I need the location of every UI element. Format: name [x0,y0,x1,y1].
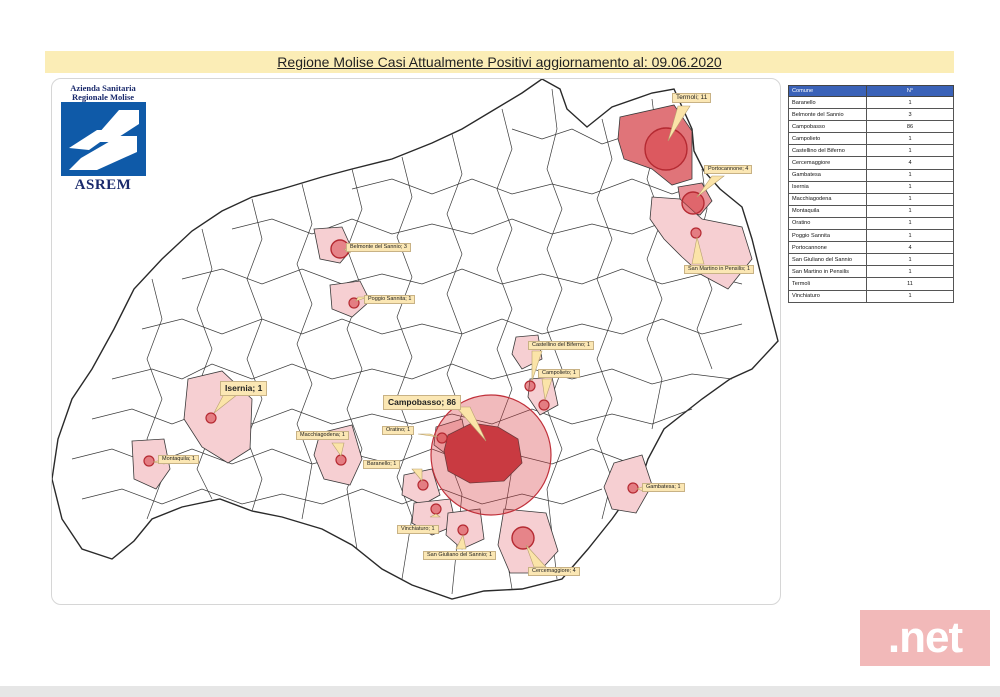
map-label-macchiagodena: Macchiagodena; 1 [296,431,349,440]
cell-comune: Baranello [789,97,867,109]
cell-comune: Castellino del Biferno [789,145,867,157]
cell-comune: Oratino [789,217,867,229]
cell-comune: Gambatesa [789,169,867,181]
logo-line-1: Azienda Sanitaria [70,83,136,93]
table-row [789,109,954,121]
map-label-campolieto: Campolieto; 1 [538,369,580,378]
map-label-portocannone: Portocannone; 4 [704,165,752,174]
cell-count: 1 [867,145,954,157]
map-label-campobasso: Campobasso; 86 [383,395,461,410]
map-label-isernia: Isernia; 1 [220,381,267,396]
bubble-gambatesa [628,483,638,493]
asrem-logo [57,82,149,194]
map-label-san-martino: San Martino in Pensilis; 1 [684,265,754,274]
table-row [789,290,954,302]
cell-comune: Poggio Sannita [789,230,867,242]
table-row [789,217,954,229]
map-frame [51,78,781,605]
bubble-portocannone [682,192,704,214]
table-row [789,242,954,254]
bubble-cercemaggiore [512,527,534,549]
cell-comune: Montaquila [789,205,867,217]
map-label-montaquila: Montaquila; 1 [158,455,199,464]
bubble-termoli [645,128,687,170]
bottom-bar [0,686,1000,697]
cell-count: 1 [867,97,954,109]
column-header-n: N° [867,86,954,97]
table-row [789,254,954,266]
map-label-san-giuliano: San Giuliano del Sannio; 1 [423,551,496,560]
table-row [789,193,954,205]
table-row [789,169,954,181]
map-label-poggio: Poggio Sannita; 1 [364,295,415,304]
table-header-row [789,86,954,97]
map-label-baranello: Baranello; 1 [363,460,400,469]
bubble-montaquila [144,456,154,466]
cell-count: 86 [867,121,954,133]
map-label-termoli: Termoli; 11 [672,93,711,103]
table-row [789,230,954,242]
cell-comune: Portocannone [789,242,867,254]
cell-count: 1 [867,193,954,205]
map-label-gambatesa: Gambatesa; 1 [642,483,685,492]
cell-comune: Termoli [789,278,867,290]
logo-s-icon [61,102,146,176]
cell-comune: Macchiagodena [789,193,867,205]
column-header-comune: Comune [789,86,867,97]
cell-comune: Campolieto [789,133,867,145]
bubble-campolieto [539,400,549,410]
logo-word: ASREM [74,177,132,193]
bubble-isernia [206,413,216,423]
bubble-san-martino [691,228,701,238]
title-bar [45,51,954,73]
cell-count: 1 [867,181,954,193]
map-label-oratino: Oratino; 1 [382,426,414,435]
table-row [789,205,954,217]
cell-count: 4 [867,242,954,254]
table-row [789,97,954,109]
watermark-logo [860,610,990,666]
map-label-belmonte: Belmonte del Sannio; 3 [346,243,411,252]
logo-line-2: Regionale Molise [71,92,135,102]
table-row [789,157,954,169]
cell-comune: San Giuliano del Sannio [789,254,867,266]
table-row [789,181,954,193]
cell-count: 1 [867,217,954,229]
table-row [789,145,954,157]
cell-count: 1 [867,205,954,217]
table-row [789,266,954,278]
cell-count: 3 [867,109,954,121]
table-row [789,278,954,290]
page-title: Regione Molise Casi Attualmente Positivi aggiornamento al: 09.06.2020 [277,54,722,70]
bubble-san-giuliano [458,525,468,535]
cell-count: 1 [867,254,954,266]
bubble-castellino [525,381,535,391]
bubble-baranello [418,480,428,490]
cell-count: 11 [867,278,954,290]
map-label-castellino: Castellino del Biferno; 1 [528,341,594,350]
cell-comune: Isernia [789,181,867,193]
map-label-vinchiaturo: Vinchiaturo; 1 [397,525,439,534]
cell-count: 4 [867,157,954,169]
cell-comune: Vinchiaturo [789,290,867,302]
cell-count: 1 [867,230,954,242]
logo-emblem [61,102,146,176]
cell-count: 1 [867,169,954,181]
table-row [789,121,954,133]
bubble-campobasso [431,395,551,515]
cell-comune: Campobasso [789,121,867,133]
cases-table [788,85,954,303]
bubble-vinchiaturo [431,504,441,514]
map-label-cercemaggiore: Cercemaggiore; 4 [528,567,580,576]
bubble-oratino [437,433,447,443]
table-body [789,97,954,303]
cell-comune: Cercemaggiore [789,157,867,169]
cell-count: 1 [867,290,954,302]
cell-count: 1 [867,266,954,278]
cases-table-wrap [788,85,954,303]
cell-comune: San Martino in Pensilis [789,266,867,278]
cell-comune: Belmonte del Sannio [789,109,867,121]
table-row [789,133,954,145]
cell-count: 1 [867,133,954,145]
watermark-text: .net [887,613,963,662]
